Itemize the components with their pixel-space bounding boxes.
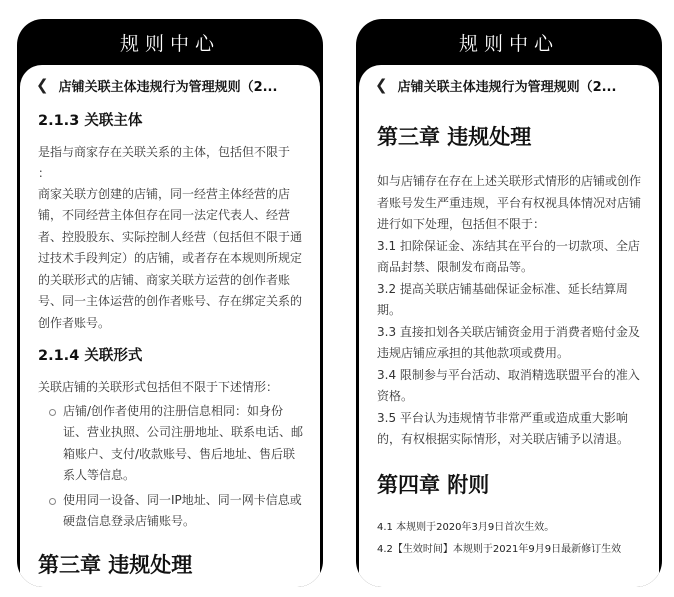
phone-left (17, 19, 323, 587)
chapter-title: 第三章 违规处理 (377, 125, 532, 149)
header-title: 规则中心 (458, 32, 559, 55)
list-item: 店铺/创作者使用的注册信息相同：如身份证、营业执照、公司注册地址、联系电话、邮箱账户、支付/收款账号、售后地址、售后联系人等信息。 (38, 401, 304, 487)
rule-content (20, 109, 320, 579)
screen-left (20, 65, 320, 587)
chapter-title: 第三章 违规处理 (38, 552, 193, 577)
list-item: 3.4 限制参与平台活动、取消精选联盟平台的准入资格。 (377, 367, 640, 403)
section-title-related-subject: 2.1.3 关联主体 (38, 113, 143, 129)
list-item: 3.5 平台认为违规情节非常严重或造成重大影响的，有权根据实际情形，对关联店铺予以清退。 (377, 410, 630, 446)
nav-bar (359, 65, 659, 105)
section-colon: ： (38, 165, 51, 180)
list-item: 3.2 提高关联店铺基础保证金标准、延长结算周期。 (377, 281, 628, 317)
section-title-related-form: 2.1.4 关联形式 (38, 348, 143, 364)
list-item: 3.3 直接扣划各关联店铺资金用于消费者赔付金及违规店铺应承担的其他款项或费用。 (377, 324, 640, 360)
bullet-list (38, 401, 304, 533)
rule-content (359, 121, 659, 557)
chapter-intro: 如与店铺存在存在上述关联形式情形的店铺或创作者账号发生严重违规，平台有权视具体情况对店铺进行如下处理，包括但不限于： (377, 174, 642, 231)
note-item: 4.2【生效时间】本规则于2021年9月9日最新修订生效 (377, 543, 622, 555)
nav-title: 店铺关联主体违规行为管理规则（2... (58, 79, 278, 95)
chevron-left-icon[interactable]: ❮ (36, 76, 49, 94)
list-item: 使用同一设备、同一IP地址、同一网卡信息或硬盘信息登录店铺账号。 (38, 490, 304, 533)
screen-right (359, 65, 659, 587)
section-intro: 关联店铺的关联形式包括但不限于下述情形： (38, 380, 279, 394)
section-body: 商家关联方创建的店铺，同一经营主体经营的店铺，不同经营主体但存在同一法定代表人、经营者、控股股东、实际控制人经营（包括但不限于通过技术手段判定）的店铺，或者存在本规则所规定的关联形式的店铺、商家关联方运营的创作者账号、同一主体运营的创作者账号、存在绑定关系的创作者账号。 (38, 186, 303, 330)
list-item: 3.1 扣除保证金、冻结其在平台的一切款项、全店商品封禁、限制发布商品等。 (377, 238, 640, 274)
chevron-left-icon[interactable]: ❮ (375, 76, 388, 94)
phone-right (356, 19, 662, 587)
header-title: 规则中心 (119, 32, 220, 55)
note-item: 4.1 本规则于2020年3月9日首次生效。 (377, 521, 555, 533)
section-intro: 是指与商家存在关联关系的主体，包括但不限于 (38, 145, 291, 159)
nav-title: 店铺关联主体违规行为管理规则（2... (397, 79, 617, 95)
nav-bar (20, 65, 320, 105)
chapter-title: 第四章 附则 (377, 472, 490, 497)
